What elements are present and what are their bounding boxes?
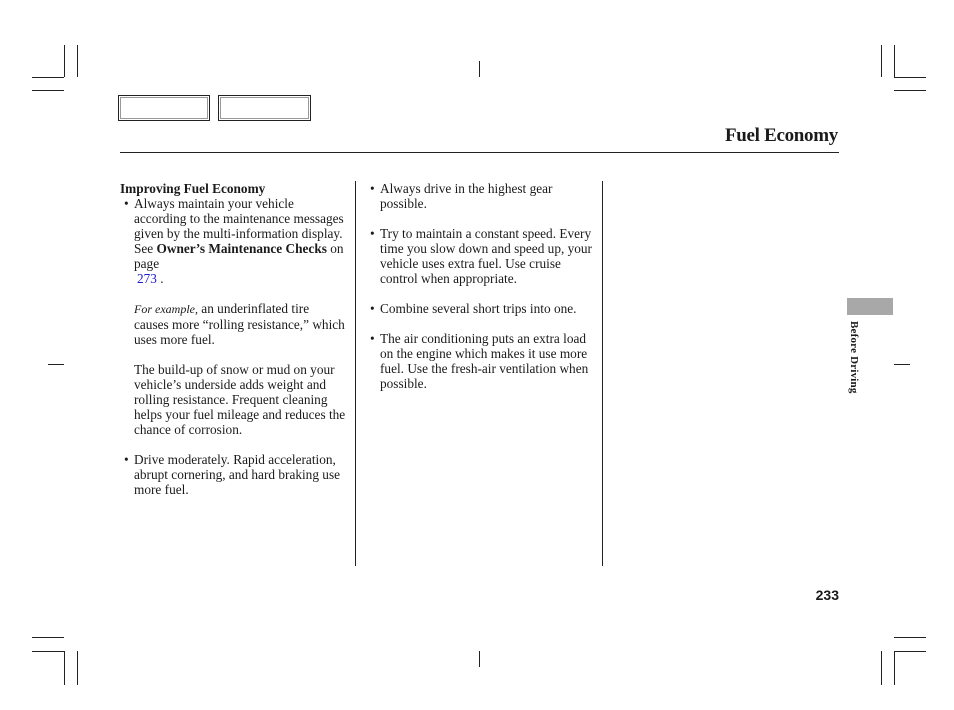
bullet-glyph: • bbox=[370, 301, 375, 316]
bullet-glyph: • bbox=[370, 331, 375, 346]
list-item bbox=[120, 196, 346, 286]
bullet-glyph: • bbox=[370, 181, 375, 196]
page-title: Fuel Economy bbox=[724, 125, 838, 146]
section-tab[interactable] bbox=[847, 298, 893, 315]
list-item bbox=[366, 301, 592, 316]
bullet-text: Always drive in the highest gear possible. bbox=[380, 181, 553, 211]
section-heading: Improving Fuel Economy bbox=[120, 181, 266, 196]
list-item bbox=[366, 226, 592, 286]
nav-button-main-menu[interactable] bbox=[118, 95, 210, 121]
section-tab-label: Before Driving bbox=[848, 321, 860, 394]
paragraph-text: an underinflated tire causes more “rolling resistance,” which uses more fuel. bbox=[134, 301, 345, 347]
bold-reference: Owner’s Maintenance Checks bbox=[156, 241, 327, 256]
bullet-glyph: • bbox=[124, 196, 129, 211]
page-number: 233 bbox=[815, 587, 839, 603]
bullet-glyph: • bbox=[370, 226, 375, 241]
paragraph bbox=[120, 301, 346, 347]
bullet-glyph: • bbox=[124, 452, 129, 467]
bullet-text: Drive moderately. Rapid acceleration, abrupt cornering, and hard braking use more fuel. bbox=[134, 452, 341, 497]
left-column bbox=[120, 181, 346, 497]
bullet-text: The air conditioning puts an extra load on the engine which makes it use more fuel. Use the fresh-air ventilation when possible. bbox=[380, 331, 589, 391]
bullet-text: Combine several short trips into one. bbox=[380, 301, 577, 316]
column-divider bbox=[355, 181, 356, 566]
list-item bbox=[366, 181, 592, 211]
paragraph: The build-up of snow or mud on your vehicle’s underside adds weight and rolling resistance. Frequent cleaning helps your fuel mileage and reduces the chance of corrosion. bbox=[134, 362, 346, 437]
list-item bbox=[366, 331, 592, 391]
bullet-text: Always maintain your vehicle according to the maintenance messages given by the multi-information display. See bbox=[134, 196, 344, 256]
bullet-text: Try to maintain a constant speed. Every time you slow down and speed up, your vehicle uses extra fuel. Use cruise control when appropriate. bbox=[380, 226, 592, 286]
list-item bbox=[120, 452, 346, 497]
bullet-text: . bbox=[156, 271, 164, 286]
column-divider bbox=[602, 181, 603, 566]
italic-lead: For example, bbox=[134, 302, 198, 316]
nav-button-index[interactable] bbox=[218, 95, 311, 121]
title-rule bbox=[120, 152, 839, 153]
middle-column bbox=[366, 181, 592, 391]
bullet-text: on page bbox=[134, 241, 344, 271]
page-link-273[interactable]: 273 bbox=[137, 271, 157, 286]
